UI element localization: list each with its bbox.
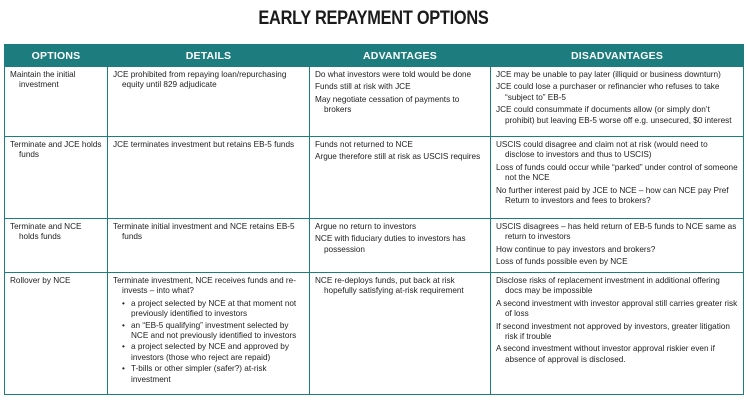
disadvantage-item: A second investment without investor approval riskier even if absence of approval is disclosed. — [496, 344, 715, 364]
header-options: OPTIONS — [5, 45, 108, 67]
disadvantage-item: Disclose risks of replacement investment in additional offering docs may be impossible — [496, 276, 720, 296]
option-cell — [5, 219, 108, 273]
disadvantages-cell — [491, 67, 744, 137]
disadvantage-item: USCIS could disagree and claim not at risk (would need to disclose to investors and thus to USCIS) — [496, 140, 708, 160]
option-label: Terminate and JCE holds funds — [10, 140, 102, 160]
advantage-item: NCE re-deploys funds, put back at risk hopefully satisfying at-risk requirement — [315, 276, 464, 296]
option-cell — [5, 137, 108, 219]
details-bullet: • a project selected by NCE at that moment not previously identified to investors — [113, 299, 305, 320]
header-details: DETAILS — [108, 45, 310, 67]
option-cell — [5, 67, 108, 137]
advantage-item: Funds not returned to NCE — [315, 140, 413, 149]
option-label: Terminate and NCE holds funds — [10, 222, 82, 242]
advantages-cell — [310, 273, 491, 395]
details-cell — [108, 219, 310, 273]
disadvantages-cell — [491, 273, 744, 395]
advantage-item: Do what investors were told would be done — [315, 70, 472, 79]
disadvantage-item: A second investment with investor approval still carries greater risk of loss — [496, 298, 738, 319]
disadvantage-item: How continue to pay investors and brokers? — [496, 244, 656, 254]
header-advantages: ADVANTAGES — [310, 45, 491, 67]
disadvantage-item: If second investment not approved by investors, greater litigation risk if trouble — [496, 321, 730, 342]
disadvantage-item: JCE may be unable to pay later (illiquid or business downturn) — [496, 70, 721, 79]
advantage-item: NCE with fiduciary duties to investors has possession — [315, 234, 466, 254]
table-row — [5, 273, 744, 395]
option-label: Maintain the initial investment — [10, 70, 76, 90]
advantages-cell — [310, 137, 491, 219]
disadvantage-item: Loss of funds could occur while “parked” under control of someone not the NCE — [496, 162, 738, 183]
table-row — [5, 67, 744, 137]
table-row — [5, 137, 744, 219]
details-cell — [108, 137, 310, 219]
disadvantage-item: Loss of funds possible even by NCE — [496, 257, 628, 267]
disadvantages-cell — [491, 137, 744, 219]
advantage-item: Funds still at risk with JCE — [315, 82, 411, 92]
table-row — [5, 219, 744, 273]
advantage-item: May negotiate cessation of payments to brokers — [315, 94, 460, 115]
early-repayment-table — [4, 44, 744, 395]
disadvantage-item: USCIS disagrees – has held return of EB-5 funds to NCE same as return to investors — [496, 222, 737, 242]
details-text: Terminate investment, NCE receives funds and re-invests – into what? — [113, 276, 296, 296]
details-bullet: • an “EB-5 qualifying” investment selected by NCE and not previously identified to investors — [113, 321, 305, 342]
option-label: Rollover by NCE — [10, 276, 71, 285]
advantages-cell — [310, 67, 491, 137]
disadvantages-cell — [491, 219, 744, 273]
disadvantage-item: No further interest paid by JCE to NCE – how can NCE pay Pref Return to investors and fees to brokers? — [496, 185, 729, 206]
details-text: JCE terminates investment but retains EB-5 funds — [113, 140, 295, 149]
advantages-cell — [310, 219, 491, 273]
header-disadvantages: DISADVANTAGES — [491, 45, 744, 67]
details-cell — [108, 273, 310, 395]
details-bullet: • a project selected by NCE and approved by investors (those who reject are repaid) — [113, 342, 305, 363]
page-title: EARLY REPAYMENT OPTIONS — [258, 8, 489, 29]
table-header-row — [5, 45, 744, 67]
disadvantage-item: JCE could lose a purchaser or refinancier who refuses to take “subject to” EB-5 — [496, 82, 720, 102]
disadvantage-item: JCE could consummate if documents allow (or simply don’t prohibit) but leaving EB-5 worse off e.g. unsecured, $0 interest — [496, 105, 732, 125]
advantage-item: Argue therefore still at risk as USCIS requires — [315, 152, 481, 162]
details-bullet: • T-bills or other simpler (safer?) at-risk investment — [113, 364, 305, 385]
option-cell — [5, 273, 108, 395]
details-cell — [108, 67, 310, 137]
details-text: Terminate initial investment and NCE retains EB-5 funds — [113, 222, 295, 242]
advantage-item: Argue no return to investors — [315, 222, 417, 231]
details-text: JCE prohibited from repaying loan/repurchasing equity until 829 adjudicate — [113, 70, 287, 90]
